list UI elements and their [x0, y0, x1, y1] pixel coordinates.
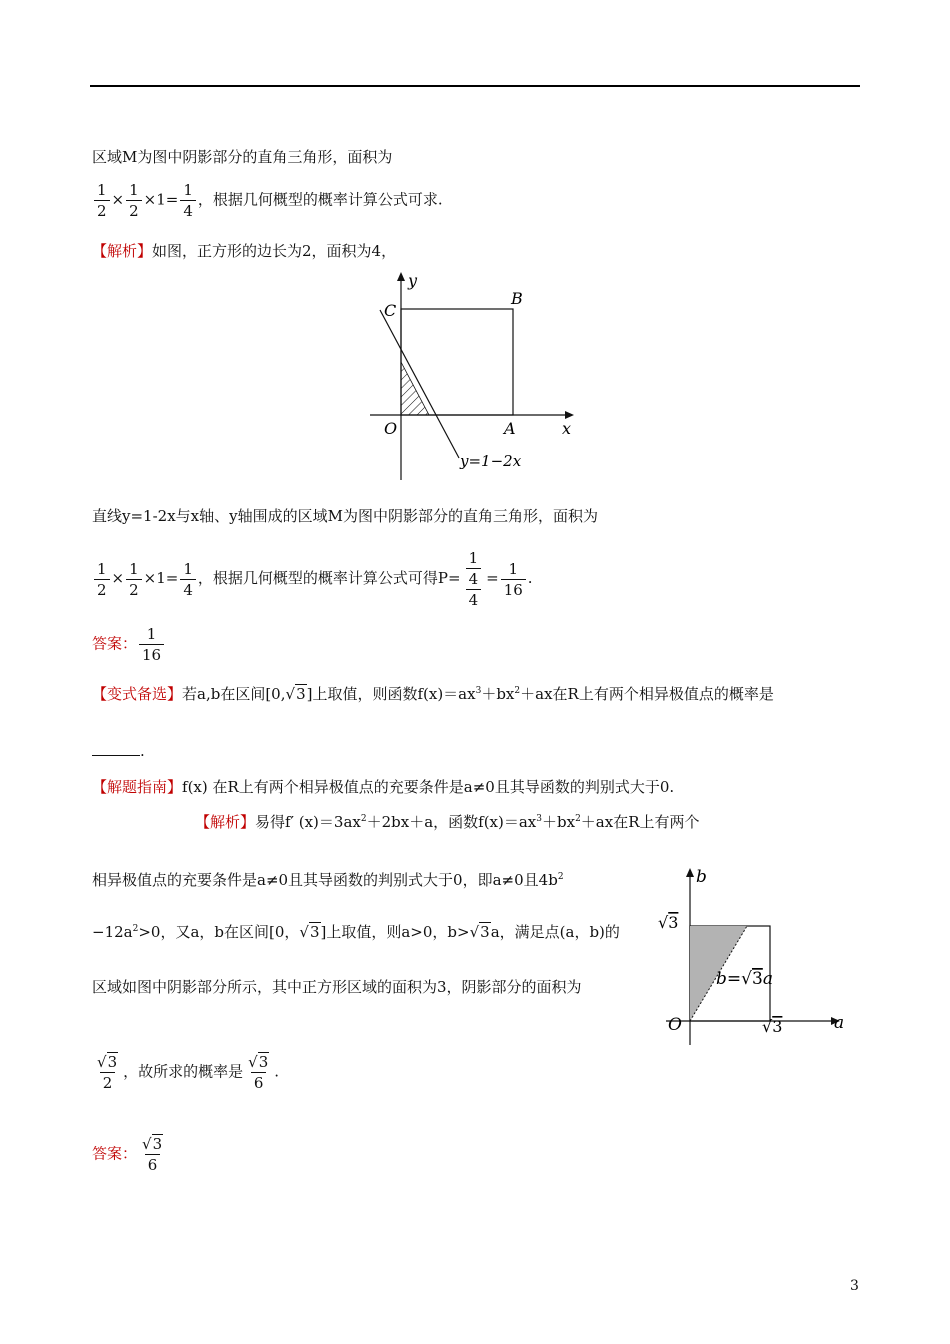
fraction: $\frac{√3}{2}$	[97, 1053, 118, 1092]
b-axis-arrow	[686, 868, 694, 877]
analysis-1	[92, 240, 396, 262]
condition-line-3: 区域如图中阴影部分所示，其中正方形区域的面积为3，阴影部分的面积为	[92, 978, 582, 996]
fraction: $\frac{1}{16}$	[501, 559, 526, 600]
variant-tag: 【变式备选】	[92, 685, 183, 703]
x-axis-label: x	[562, 419, 572, 438]
sqrt: √3	[285, 685, 306, 703]
origin-label: O	[668, 1015, 682, 1035]
shaded-triangle	[401, 362, 429, 415]
fraction: $\frac{1}{2}$	[94, 180, 110, 221]
hint-formula: $\frac{1}{2}$ × $\frac{1}{2}$ ×1= $\frac{1}{4}$ ，根据几何概型的概率计算公式可求.	[92, 180, 443, 221]
variant-problem: 【变式备选】若a,b在区间[0,√3]上取值，则函数$f(x)=ax^3+bx^2+ax$在R上有两个相异极值点的概率是	[92, 685, 774, 703]
x-axis-arrow	[565, 411, 574, 419]
result-line: $\frac{√3}{2}$ ，故所求的概率是 $\frac{√3}{6}$ .	[92, 1052, 279, 1093]
line-label: y=1−2x	[460, 452, 522, 470]
sqrt3-y-label: √3	[658, 913, 679, 932]
point-c-label: C	[384, 301, 397, 320]
analysis-tag: 【解析】	[195, 813, 256, 831]
analysis-tag: 【解析】	[92, 242, 153, 260]
guide-tag: 【解题指南】	[92, 778, 183, 796]
figure-square-line	[360, 268, 590, 484]
answer-1	[92, 624, 166, 665]
sqrt: √3	[469, 923, 490, 941]
fraction: $\frac{1}{4}$	[180, 180, 196, 221]
point-a-label: A	[504, 419, 516, 438]
line-region-text: 直线y=1-2x与x轴、y轴围成的区域M为图中阴影部分的直角三角形，面积为	[92, 507, 598, 525]
answer-label: 答案：	[92, 1144, 138, 1163]
analysis-2: 【解析】易得f′ $(x)=3ax^2+2bx+a$，函数$f(x)=ax^3+bx^2+ax$在R上有两个	[195, 813, 700, 831]
fraction: $\frac{1}{4}$	[180, 559, 196, 600]
hint-region-text: 区域M为图中阴影部分的直角三角形，面积为	[92, 148, 393, 166]
condition-line-1: 相异极值点的充要条件是a≠0且其导函数的判别式大于0，即a≠0且$4b^2$	[92, 871, 564, 889]
guide-text: f(x) 在R上有两个相异极值点的充要条件是a≠0且其导函数的判别式大于0.	[182, 778, 675, 796]
b-axis-label: b	[696, 867, 707, 887]
answer-fraction: $\frac{1}{16}$	[139, 624, 164, 665]
fraction: $\frac{√3}{6}$	[248, 1053, 269, 1092]
page-number: 3	[850, 1278, 859, 1294]
formula-2: $\frac{1}{2}$ × $\frac{1}{2}$ ×1= $\frac{1}{4}$ ，根据几何概型的概率计算公式可得P= $\frac{\frac{1}{4}}{4}$ = $\frac{1}{16}$ .	[92, 548, 533, 610]
answer-fraction: $\frac{√3}{6}$	[142, 1135, 163, 1174]
fraction: $\frac{1}{2}$	[94, 559, 110, 600]
origin-label: O	[384, 419, 398, 438]
guide	[92, 776, 674, 798]
answer-blank: .	[92, 740, 145, 762]
sqrt: √3	[299, 923, 320, 941]
fraction: $\frac{1}{2}$	[126, 559, 142, 600]
analysis-text: 如图，正方形的边长为2，面积为4，	[152, 242, 397, 260]
sqrt3-x-label: √3	[762, 1017, 783, 1036]
answer-label: 答案：	[92, 634, 138, 653]
line-label: b=√3a	[716, 969, 773, 989]
y-axis-arrow	[397, 272, 405, 281]
a-axis-label: a	[834, 1013, 845, 1033]
fraction: $\frac{1}{2}$	[126, 180, 142, 221]
header-rule	[90, 85, 860, 87]
compound-fraction: $\frac{\frac{1}{4}}{4}$	[463, 548, 485, 610]
figure-ab-region	[650, 860, 855, 1050]
blank-line	[92, 741, 140, 756]
y-axis-label: y	[408, 271, 418, 290]
condition-line-2: $-12a^2>0$，又a，b在区间[0，√3]上取值，则a>0，b>√3a，满足点(a，b)的	[92, 923, 620, 941]
point-b-label: B	[511, 289, 523, 308]
answer-2	[92, 1134, 168, 1175]
